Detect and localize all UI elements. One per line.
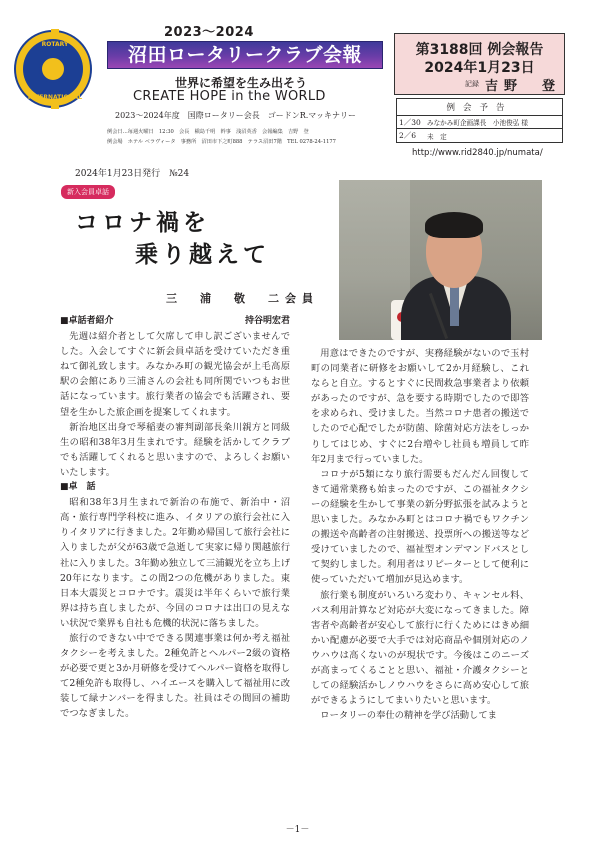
ri-president-line: 2023〜2024年度 国際ロータリー会長 ゴードンR.マッキナリー [115, 111, 356, 120]
schedule-date: 1／30 [399, 117, 421, 127]
club-meta-line-2: 例会場 ホテル ベラヴィータ 事務所 沼田市下之町888 テラス沼田7階 TEL 0278-24-1177 [107, 139, 336, 145]
rotary-logo [14, 30, 92, 108]
article-author: 三 浦 敬 二会員 [166, 292, 319, 305]
talk-paragraph: 旅行業も制度がいろいろ変わり、キャンセル料、バス利用計算など対応が大変になってきました。障害者や高齢者が安心して旅行に行くためにはきめ細かい配慮が必要で大手では対応商品や個別対応のノウハウは高くないのが現状です。今後はこのニーズが高まってくることと思い、福祉・介護タクシーとしての経験活かしノウハウをさらに高め安心して旅ができるようにしてまいりたいと思います。 [311, 589, 529, 707]
logo-hub [39, 55, 67, 83]
logo-text-bottom: INTERNATIONAL [27, 94, 83, 101]
report-date: 2024年1月23日 [424, 60, 535, 76]
club-name-banner [107, 41, 383, 69]
recorder-name: 吉野 登 [485, 79, 562, 94]
article-title-line1: コロナ禍を [75, 209, 210, 236]
article-title-line2: 乗り越えて [135, 241, 270, 268]
speaker-tie [450, 286, 459, 326]
intro-heading [60, 314, 290, 329]
speaker-photo [339, 180, 542, 340]
slogan-english: CREATE HOPE in the WORLD [133, 89, 326, 104]
club-website-link[interactable]: http://www.rid2840.jp/numata/ [412, 148, 543, 158]
intro-presenter: 持谷明宏君 [244, 316, 290, 326]
section-badge: 新入会員卓話 [61, 185, 115, 199]
recorder-label: 記録 [465, 80, 479, 88]
intro-paragraph: 先週は紹介者として欠席して申し訳ございませんでした。入会してすぐに新会員卓話を受けていただき重ねて御礼致します。みなかみ町の観光協会が上毛高原駅の会館にあり三浦さんの会社も同所関でいつもお世話になっています。旅行業者の協会でも活躍され、要望を生かした旅企画を提案してくれます。 [60, 331, 290, 418]
issue-line: 2024年1月23日発行 №24 [75, 169, 190, 179]
talk-paragraph: コロナが5類になり旅行需要もだんだん回復してきて通常業務も始まったのですが、この福祉タクシーの経験を生かして事業の新分野拡張を試みようと思いました。みなかみ町とはコロナ禍でもワクチンの搬送や高齢者の注射搬送、投票所への搬送等など受けていましたので、福祉型オンデマンドバスとして契約しました。利用者はリピーターとして便利に使っていただいて増加が見込めます。 [311, 468, 529, 586]
article-left-column [60, 314, 290, 722]
schedule-title: 例会予告 [397, 99, 562, 116]
logo-text-top: ROTARY [41, 41, 69, 48]
schedule-text: みなかみ町企画課長 小池俊弘 様 [427, 119, 529, 127]
article-right-column [311, 346, 529, 723]
talk-heading: ■卓 話 [60, 482, 96, 493]
club-meta-line-1: 例会日…毎週火曜日 12:30 会長 槇島千明 幹事 浅沼英香 会報編集 吉野 登 [107, 129, 309, 135]
fiscal-year: 2023〜2024 [164, 25, 254, 40]
slogan-japanese: 世界に希望を生み出そう [175, 76, 308, 90]
talk-paragraph: 昭和38年3月生まれで新治の布施で、新治中・沼高・旅行専門学科校に進み、イタリアの旅行会社に入りイタリアに行きました。2年勤め帰国して旅行会社に入りましたが父が63歳で急逝して実家に帰り関越旅行社に入りました。3年勤め独立して三浦観光を立ち上げ20年になります。この間2つの危機がありました。東日本大震災とコロナです。震災は半年くらいで旅行業界は持ち直しましたが、今回のコロナは出口の見えない状況で業界も自社も危機的状況に落ちました。 [60, 497, 290, 629]
talk-paragraph: 用意はできたのですが、実務経験がないので玉村町の同業者に研修をお願いして2か月経験し、これならと自立。するとすぐに民間救急事業者より依頼があったのですが、急を要する時期でしたので即答を求められ、受けました。当然コロナ患者の搬送でしたので心配でしたが防菌、除菌対応方法をしっかりしてはじめ、すぐに2台増やし社員も増員して昨年2月まで行っていました。 [311, 348, 529, 465]
meeting-report-box [394, 33, 565, 95]
schedule-row [397, 116, 562, 129]
page-number: －1－ [285, 825, 310, 835]
talk-paragraph: 旅行のできない中でできる関連事業は何か考え福祉タクシーを考えました。2種免許とヘルパー2級の資格が必要で更と3か月研修を受けてヘルパー資格を取得して2種免許も取得し、ハイエースを購入して福祉用に改装して緑ナンバーを得ました。社員はその間回の補助でつなぎました。 [60, 632, 290, 720]
intro-paragraph: 新治地区出身で琴稲妻の審判副部長粂川親方と同級生の昭和38年3月生まれです。経験を活かしてクラブでも活躍してくれると思いますので、よろしくお願いいたします。 [60, 421, 290, 478]
schedule-row [397, 129, 562, 142]
club-name: 沼田ロータリークラブ会報 [127, 44, 362, 66]
intro-label: ■卓話者紹介 [60, 316, 114, 326]
talk-paragraph: ロータリーの奉仕の精神を学び活動してま [320, 710, 497, 722]
schedule-text: 未 定 [427, 132, 447, 141]
schedule-date: 2／6 [399, 131, 417, 140]
report-number: 第3188回 例会報告 [415, 42, 544, 58]
speaker-hair [425, 212, 483, 238]
meeting-schedule [396, 98, 563, 143]
